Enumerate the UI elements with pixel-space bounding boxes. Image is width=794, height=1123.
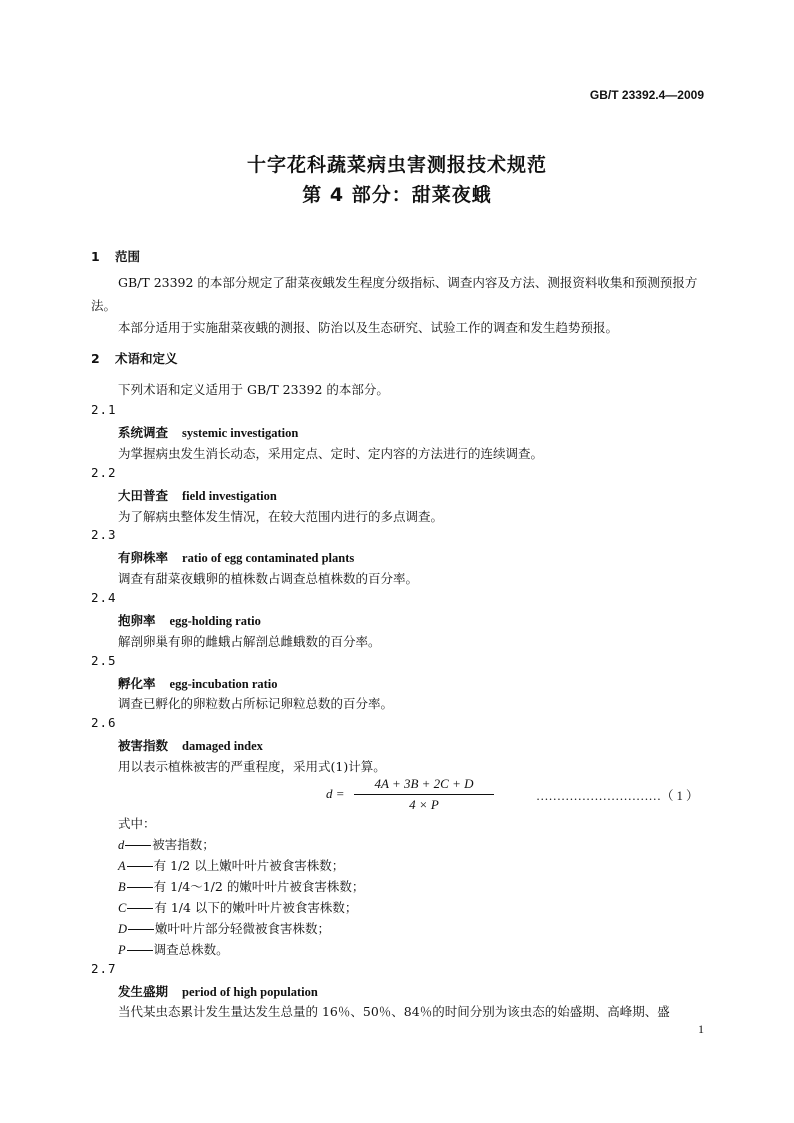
term-entry (118, 611, 261, 629)
term-definition: 为了解病虫整体发生情况，在较大范围内进行的多点调查。 (118, 509, 444, 524)
section-heading-scope (91, 247, 140, 265)
equation-number: …………………………（ 1 ） (536, 789, 699, 803)
term-entry (118, 548, 354, 566)
clause-number: 2.7 (91, 961, 117, 976)
clause-number: 2.2 (91, 465, 117, 480)
variable-symbol: D (118, 922, 128, 936)
em-dash (127, 908, 153, 909)
where-label: 式中： (118, 816, 156, 831)
section-heading-terms (91, 349, 178, 367)
section-number: 1 (91, 249, 100, 264)
term-entry (118, 486, 277, 504)
variable-symbol: B (118, 880, 126, 894)
em-dash (128, 929, 154, 930)
page-number: 1 (698, 1022, 704, 1036)
term-en: field investigation (182, 489, 277, 503)
term-definition: 调查已孵化的卵粒数占所标记卵粒总数的百分率。 (118, 696, 394, 711)
term-en: systemic investigation (182, 426, 299, 440)
term-zh: 被害指数 (118, 738, 169, 753)
variable-description: 被害指数； (152, 837, 215, 852)
variable-symbol: P (118, 943, 126, 957)
variable-definition (118, 856, 344, 874)
variable-description: 调查总株数。 (153, 942, 229, 957)
term-definition: 用以表示植株被害的严重程度，采用式(1)计算。 (118, 759, 386, 774)
section-title: 术语和定义 (115, 351, 178, 366)
term-zh: 有卵株率 (118, 550, 169, 565)
term-en: egg-incubation ratio (169, 677, 278, 691)
clause-number: 2.6 (91, 715, 117, 730)
variable-definition (118, 877, 364, 895)
term-entry (118, 736, 263, 754)
document-title: 十字花科蔬菜病虫害测报技术规范 (246, 154, 547, 176)
clause-number: 2.4 (91, 590, 117, 605)
clause-number: 2.5 (91, 653, 117, 668)
formula-denominator: 4 × P (409, 797, 439, 812)
term-entry (118, 982, 318, 1000)
section-number: 2 (91, 351, 100, 366)
term-zh: 孵化率 (118, 676, 156, 691)
term-definition: 调查有甜菜夜蛾卵的植株数占调查总植株数的百分率。 (118, 571, 419, 586)
formula-numerator: 4A + 3B + 2C + D (374, 776, 474, 791)
variable-description: 嫩叶叶片部分轻微被食害株数； (155, 921, 331, 936)
variable-definition (118, 919, 330, 937)
term-zh: 抱卵率 (118, 613, 156, 628)
em-dash (125, 845, 151, 846)
variable-symbol: d (118, 838, 125, 852)
term-en: period of high population (182, 985, 318, 999)
term-zh: 发生盛期 (118, 984, 169, 999)
em-dash (127, 866, 153, 867)
variable-symbol: A (118, 859, 126, 873)
term-definition: 为掌握病虫发生消长动态，采用定点、定时、定内容的方法进行的连续调查。 (118, 446, 544, 461)
variable-definition (118, 940, 229, 958)
variable-description: 有 1/4～1/2 的嫩叶叶片被食害株数； (153, 879, 365, 894)
term-zh: 大田普查 (118, 488, 169, 503)
document-subtitle: 第 4 部分：甜菜夜蛾 (302, 184, 492, 206)
variable-definition (118, 898, 357, 916)
variable-symbol: C (118, 901, 127, 915)
term-en: egg-holding ratio (169, 614, 261, 628)
term-zh: 系统调查 (118, 425, 169, 440)
scope-paragraph-2: 本部分适用于实施甜菜夜蛾的测报、防治以及生态研究、试验工作的调查和发生趋势预报。 (118, 320, 619, 335)
variable-description: 有 1/2 以上嫩叶叶片被食害株数； (153, 858, 345, 873)
term-entry (118, 674, 278, 692)
term-definition: 解剖卵巢有卵的雌蛾占解剖总雌蛾数的百分率。 (118, 634, 381, 649)
variable-description: 有 1/4 以下的嫩叶叶片被食害株数； (154, 900, 358, 915)
term-definition: 当代某虫态累计发生量达发生总量的 16％、50％、84％的时间分别为该虫态的始盛期、高峰期、盛 (118, 1004, 670, 1019)
em-dash (127, 950, 153, 951)
clause-number: 2.3 (91, 527, 117, 542)
term-en: ratio of egg contaminated plants (182, 551, 355, 565)
variable-definition (118, 835, 215, 853)
formula-fraction (354, 776, 494, 813)
term-en: damaged index (182, 739, 263, 753)
clause-number: 2.1 (91, 402, 117, 417)
em-dash (127, 887, 153, 888)
scope-paragraph-1: GB/T 23392 的本部分规定了甜菜夜蛾发生程度分级指标、调查内容及方法、测报资料收集和预测预报方法。 (91, 275, 698, 313)
standard-number: GB/T 23392.4—2009 (589, 88, 704, 102)
term-entry (118, 423, 298, 441)
formula-lhs: d = (326, 786, 345, 801)
section-title: 范围 (115, 249, 141, 264)
terms-intro: 下列术语和定义适用于 GB/T 23392 的本部分。 (118, 382, 389, 397)
